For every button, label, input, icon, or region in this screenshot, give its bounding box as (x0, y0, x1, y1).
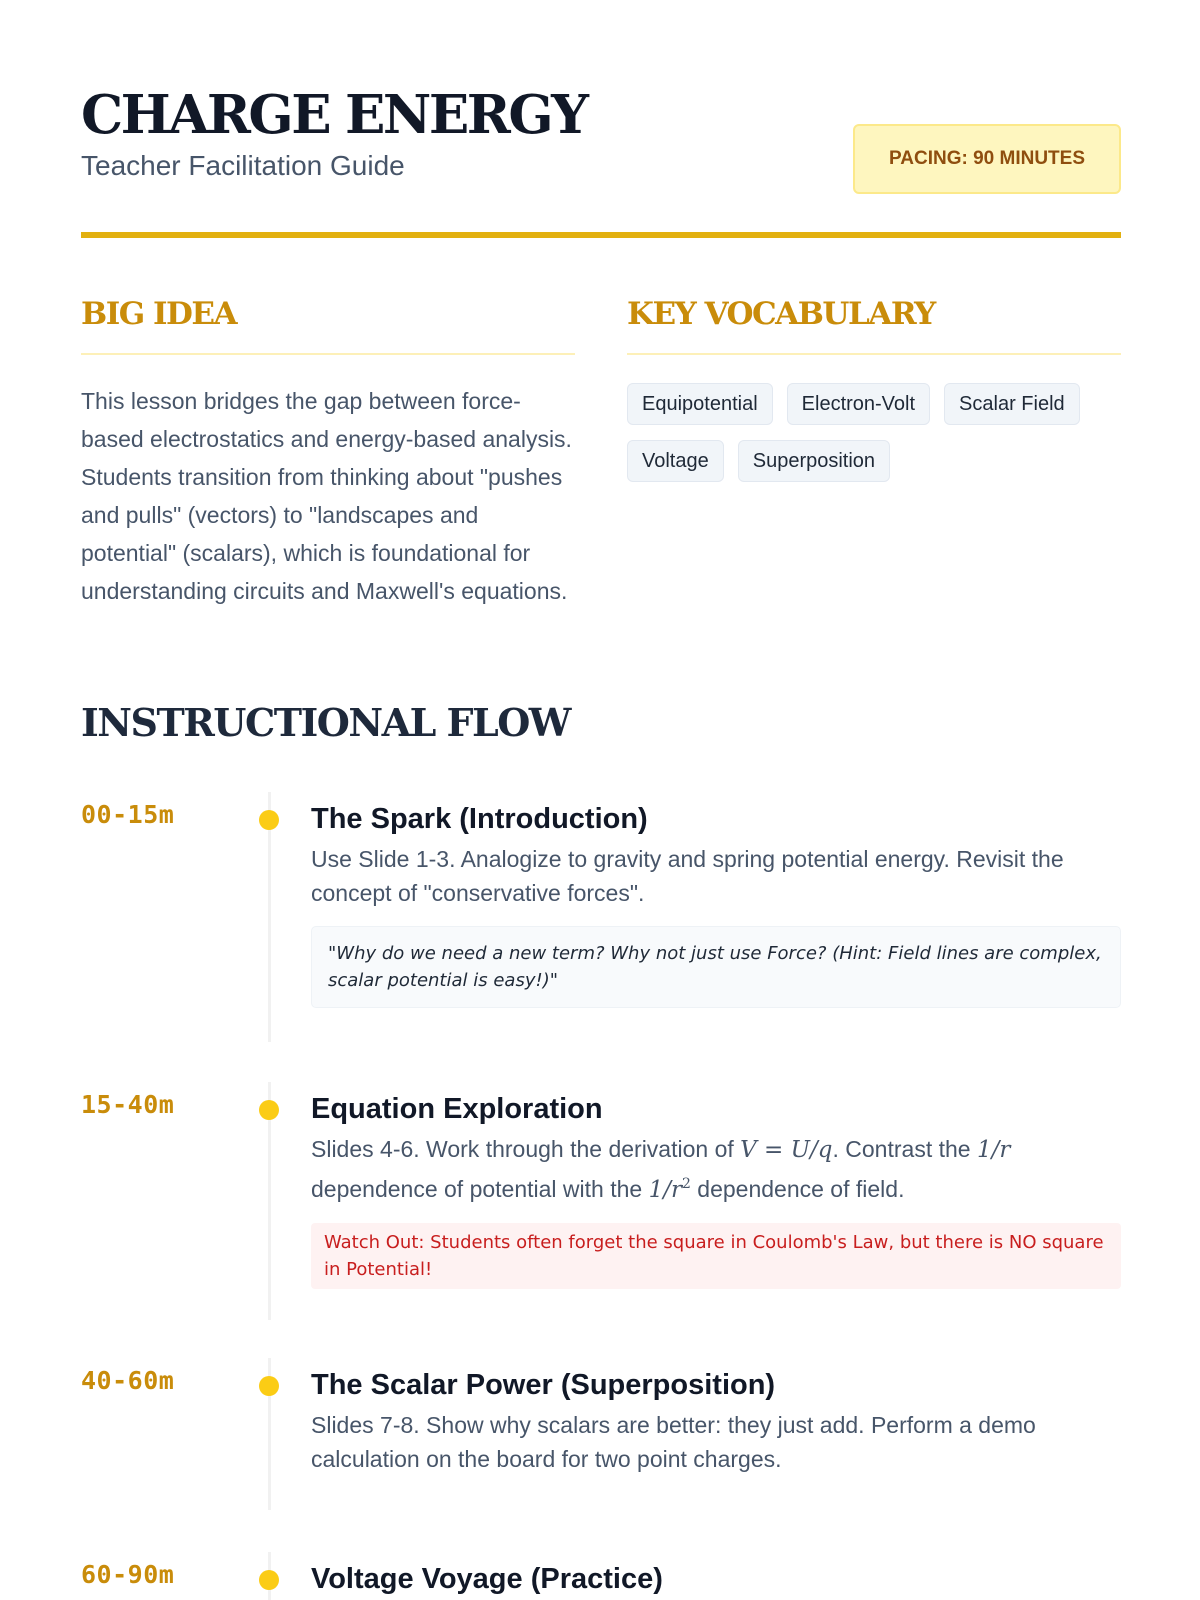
vocab-chip: Voltage (627, 440, 724, 482)
watch-out-warning: Watch Out: Students often forget the square in Coulomb's Law, but there is NO square in Potential! (311, 1223, 1121, 1289)
instructional-flow-heading: INSTRUCTIONAL FLOW (81, 700, 570, 745)
step-title: The Scalar Power (Superposition) (311, 1369, 776, 1401)
vocab-chip: Equipotential (627, 383, 773, 425)
vocabulary-list (627, 383, 1121, 482)
inverse-r-base: 1/r (648, 1177, 682, 1203)
inverse-r-squared-expression (649, 1177, 691, 1203)
step-description-text: Slides 4-6. Work through the derivation of (311, 1136, 741, 1162)
step-description: Slides 7-8. Show why scalars are better: they just add. Perform a demo calculation on the board for two point charges. (311, 1412, 1036, 1472)
step-description-text: dependence of field. (690, 1176, 905, 1202)
timeline-dot (259, 810, 279, 830)
step-description (311, 1132, 1121, 1207)
step-time: 60-90m (81, 1560, 175, 1589)
step-body (311, 1090, 1121, 1289)
timeline-dot (259, 1570, 279, 1590)
discussion-quote: "Why do we need a new term? Why not just use Force? (Hint: Field lines are complex, scalar potential is easy!)" (311, 926, 1121, 1008)
page-subtitle: Teacher Facilitation Guide (81, 150, 405, 181)
step-body (311, 800, 1121, 1008)
pacing-badge: PACING: 90 MINUTES (853, 124, 1121, 194)
big-idea-text: This lesson bridges the gap between force-based electrostatics and energy-based analysis. Students transition from thinking about "pushes and pulls" (vectors) to "landscapes and potential" (scalars), which is foundational for understanding circuits and Maxwell's equations. (81, 388, 572, 604)
step-description: Use Slide 1-3. Analogize to gravity and spring potential energy. Revisit the concept of "conservative forces". (311, 846, 1064, 906)
vocab-chip: Scalar Field (944, 383, 1080, 425)
big-idea-heading: BIG IDEA (81, 296, 237, 332)
key-vocabulary-divider (627, 353, 1121, 355)
step-title: Voltage Voyage (Practice) (311, 1563, 663, 1595)
vocab-chip: Electron-Volt (787, 383, 930, 425)
page-title: CHARGE ENERGY (81, 84, 587, 146)
key-vocabulary-heading: KEY VOCABULARY (627, 296, 935, 332)
inverse-r-expression: 1/r (976, 1137, 1011, 1163)
step-title: Equation Exploration (311, 1093, 603, 1125)
potential-formula: V = U/q (740, 1137, 833, 1163)
step-time: 00-15m (81, 800, 175, 829)
step-time: 40-60m (81, 1366, 175, 1395)
step-description-text: dependence of potential with the (311, 1176, 649, 1202)
timeline-dot (259, 1100, 279, 1120)
step-time: 15-40m (81, 1090, 175, 1119)
header (81, 80, 1121, 240)
step-description-text: . Contrast the (832, 1136, 977, 1162)
header-divider (81, 232, 1121, 238)
step-body (311, 1366, 1121, 1476)
exponent: 2 (681, 1176, 691, 1192)
step-title: The Spark (Introduction) (311, 803, 648, 835)
timeline-dot (259, 1376, 279, 1396)
big-idea-divider (81, 353, 575, 355)
step-body (311, 1560, 1121, 1598)
vocab-chip: Superposition (738, 440, 890, 482)
